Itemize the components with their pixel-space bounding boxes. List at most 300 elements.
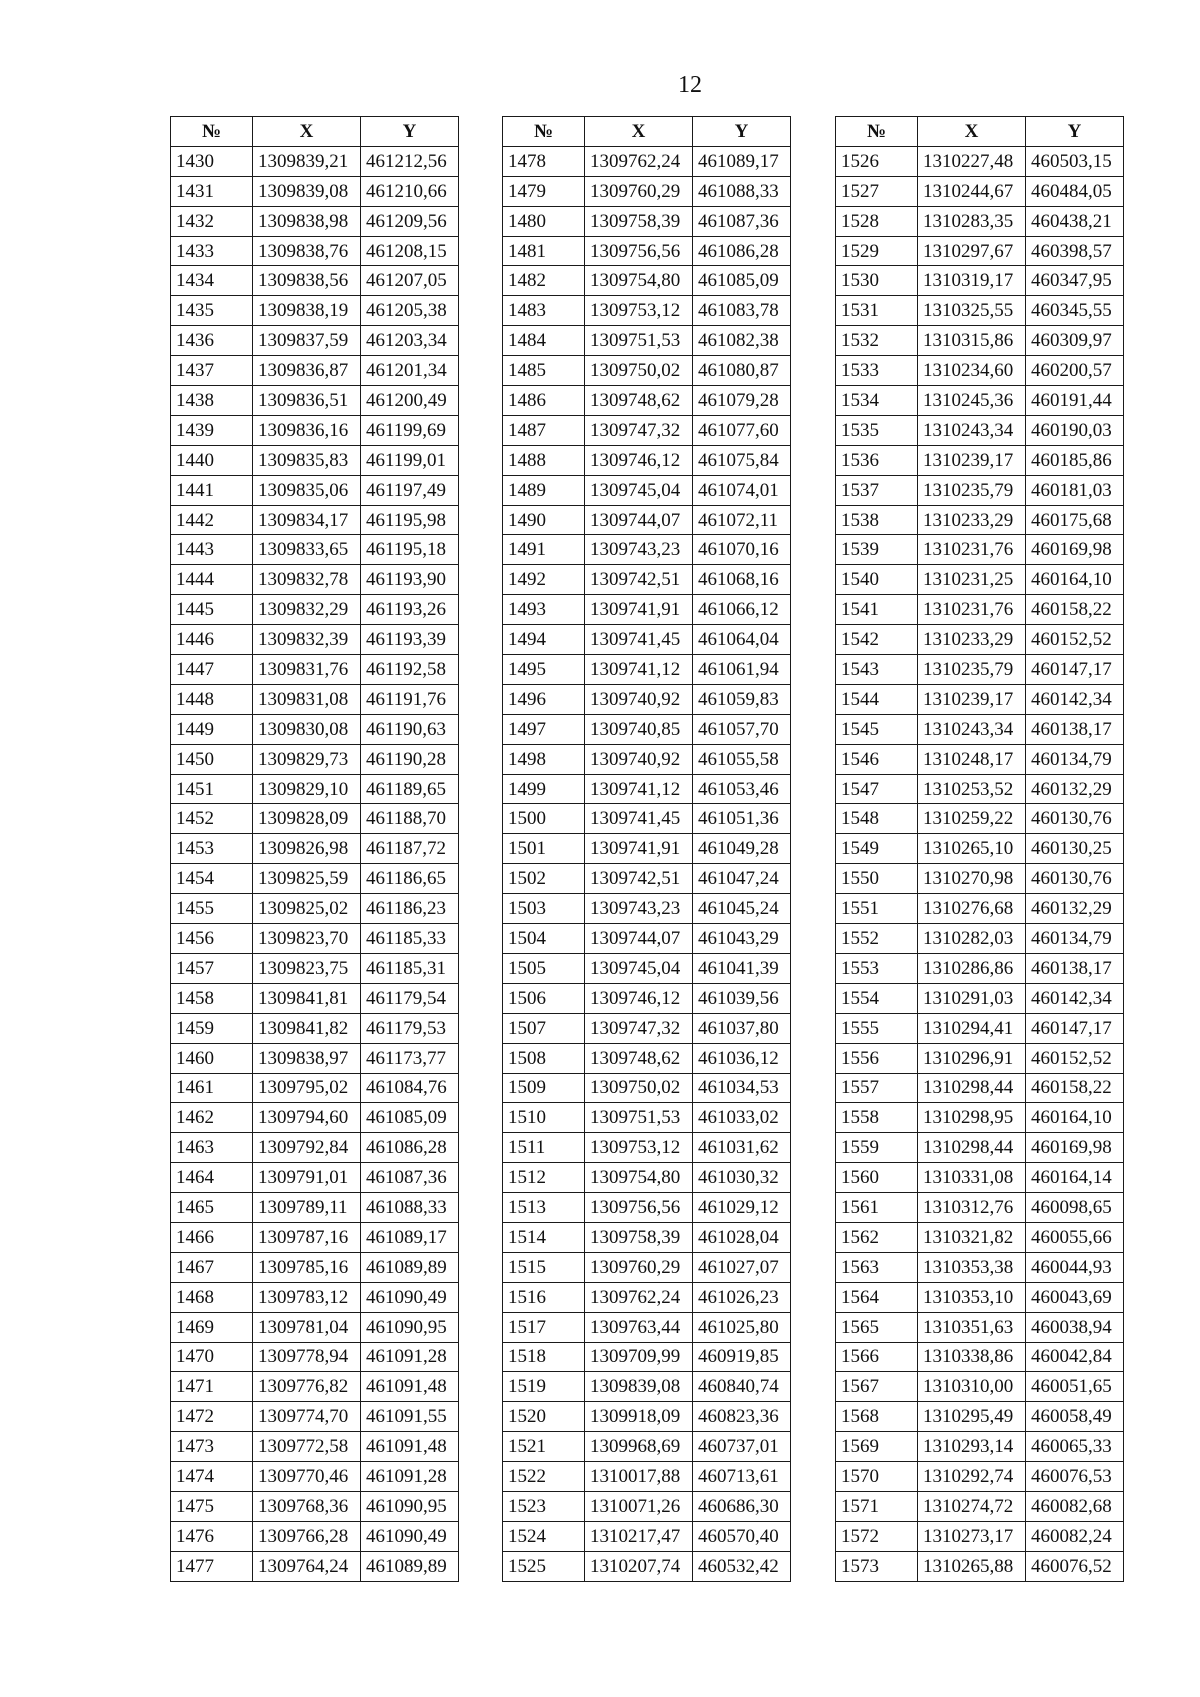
x-coordinate-cell: 1309748,62 xyxy=(585,1043,693,1073)
y-coordinate-cell: 461192,58 xyxy=(361,655,459,685)
table-row xyxy=(503,983,791,1013)
x-coordinate-cell: 1310248,17 xyxy=(918,744,1026,774)
point-number-cell: 1485 xyxy=(503,356,585,386)
column-header-number: № xyxy=(836,117,918,147)
x-coordinate-cell: 1310265,88 xyxy=(918,1551,1026,1581)
y-coordinate-cell: 460147,17 xyxy=(1026,1013,1124,1043)
x-coordinate-cell: 1309823,75 xyxy=(253,953,361,983)
y-coordinate-cell: 460164,10 xyxy=(1026,1103,1124,1133)
table-row xyxy=(836,864,1124,894)
x-coordinate-cell: 1310259,22 xyxy=(918,804,1026,834)
point-number-cell: 1500 xyxy=(503,804,585,834)
x-coordinate-cell: 1309741,91 xyxy=(585,595,693,625)
y-coordinate-cell: 461041,39 xyxy=(693,953,791,983)
point-number-cell: 1518 xyxy=(503,1342,585,1372)
table-row xyxy=(171,1222,459,1252)
y-coordinate-cell: 460169,98 xyxy=(1026,1133,1124,1163)
table-row xyxy=(836,804,1124,834)
point-number-cell: 1430 xyxy=(171,146,253,176)
table-row xyxy=(836,1491,1124,1521)
table-row xyxy=(836,445,1124,475)
y-coordinate-cell: 461089,17 xyxy=(693,146,791,176)
x-coordinate-cell: 1310231,25 xyxy=(918,565,1026,595)
point-number-cell: 1477 xyxy=(171,1551,253,1581)
point-number-cell: 1543 xyxy=(836,655,918,685)
table-row xyxy=(171,1252,459,1282)
point-number-cell: 1508 xyxy=(503,1043,585,1073)
point-number-cell: 1442 xyxy=(171,505,253,535)
table-row xyxy=(503,1521,791,1551)
table-row xyxy=(171,565,459,595)
table-row xyxy=(171,1432,459,1462)
y-coordinate-cell: 460190,03 xyxy=(1026,415,1124,445)
x-coordinate-cell: 1309968,69 xyxy=(585,1432,693,1462)
point-number-cell: 1549 xyxy=(836,834,918,864)
column-header-x: X xyxy=(253,117,361,147)
y-coordinate-cell: 461087,36 xyxy=(361,1163,459,1193)
table-row xyxy=(836,655,1124,685)
x-coordinate-cell: 1310310,00 xyxy=(918,1372,1026,1402)
y-coordinate-cell: 460082,68 xyxy=(1026,1491,1124,1521)
point-number-cell: 1445 xyxy=(171,595,253,625)
y-coordinate-cell: 461055,58 xyxy=(693,744,791,774)
point-number-cell: 1510 xyxy=(503,1103,585,1133)
table-row xyxy=(171,1133,459,1163)
x-coordinate-cell: 1309756,56 xyxy=(585,1193,693,1223)
point-number-cell: 1449 xyxy=(171,714,253,744)
x-coordinate-cell: 1309830,08 xyxy=(253,714,361,744)
point-number-cell: 1563 xyxy=(836,1252,918,1282)
x-coordinate-cell: 1310295,49 xyxy=(918,1402,1026,1432)
point-number-cell: 1488 xyxy=(503,445,585,475)
x-coordinate-cell: 1309839,21 xyxy=(253,146,361,176)
x-coordinate-cell: 1309760,29 xyxy=(585,1252,693,1282)
table-row xyxy=(503,1342,791,1372)
y-coordinate-cell: 460181,03 xyxy=(1026,475,1124,505)
table-row xyxy=(503,1491,791,1521)
x-coordinate-cell: 1310273,17 xyxy=(918,1521,1026,1551)
x-coordinate-cell: 1309833,65 xyxy=(253,535,361,565)
y-coordinate-cell: 461195,98 xyxy=(361,505,459,535)
table-row xyxy=(836,983,1124,1013)
y-coordinate-cell: 460503,15 xyxy=(1026,146,1124,176)
y-coordinate-cell: 460398,57 xyxy=(1026,236,1124,266)
point-number-cell: 1491 xyxy=(503,535,585,565)
table-row xyxy=(503,326,791,356)
point-number-cell: 1457 xyxy=(171,953,253,983)
y-coordinate-cell: 461053,46 xyxy=(693,774,791,804)
point-number-cell: 1525 xyxy=(503,1551,585,1581)
x-coordinate-cell: 1309839,08 xyxy=(585,1372,693,1402)
table-row xyxy=(171,953,459,983)
point-number-cell: 1568 xyxy=(836,1402,918,1432)
point-number-cell: 1492 xyxy=(503,565,585,595)
x-coordinate-cell: 1310239,17 xyxy=(918,445,1026,475)
y-coordinate-cell: 460051,65 xyxy=(1026,1372,1124,1402)
point-number-cell: 1530 xyxy=(836,266,918,296)
y-coordinate-cell: 460038,94 xyxy=(1026,1312,1124,1342)
y-coordinate-cell: 461091,55 xyxy=(361,1402,459,1432)
point-number-cell: 1506 xyxy=(503,983,585,1013)
y-coordinate-cell: 461025,80 xyxy=(693,1312,791,1342)
table-row xyxy=(503,1252,791,1282)
table-row xyxy=(503,565,791,595)
table-row xyxy=(836,1342,1124,1372)
point-number-cell: 1486 xyxy=(503,386,585,416)
table-row xyxy=(836,1103,1124,1133)
x-coordinate-cell: 1310351,63 xyxy=(918,1312,1026,1342)
point-number-cell: 1455 xyxy=(171,894,253,924)
table-row xyxy=(503,415,791,445)
y-coordinate-cell: 460823,36 xyxy=(693,1402,791,1432)
table-row xyxy=(836,1013,1124,1043)
y-coordinate-cell: 460134,79 xyxy=(1026,924,1124,954)
x-coordinate-cell: 1310331,08 xyxy=(918,1163,1026,1193)
x-coordinate-cell: 1309838,97 xyxy=(253,1043,361,1073)
table-row xyxy=(503,146,791,176)
table-row xyxy=(503,266,791,296)
column-header-y: Y xyxy=(361,117,459,147)
y-coordinate-cell: 460309,97 xyxy=(1026,326,1124,356)
point-number-cell: 1448 xyxy=(171,684,253,714)
point-number-cell: 1555 xyxy=(836,1013,918,1043)
x-coordinate-cell: 1309750,02 xyxy=(585,356,693,386)
y-coordinate-cell: 461068,16 xyxy=(693,565,791,595)
x-coordinate-cell: 1309783,12 xyxy=(253,1282,361,1312)
point-number-cell: 1513 xyxy=(503,1193,585,1223)
y-coordinate-cell: 460152,52 xyxy=(1026,625,1124,655)
table-row xyxy=(503,655,791,685)
y-coordinate-cell: 460058,49 xyxy=(1026,1402,1124,1432)
table-row xyxy=(836,1222,1124,1252)
point-number-cell: 1542 xyxy=(836,625,918,655)
x-coordinate-cell: 1310235,79 xyxy=(918,655,1026,685)
point-number-cell: 1517 xyxy=(503,1312,585,1342)
table-row xyxy=(836,1163,1124,1193)
table-row xyxy=(171,445,459,475)
x-coordinate-cell: 1309837,59 xyxy=(253,326,361,356)
y-coordinate-cell: 461087,36 xyxy=(693,206,791,236)
x-coordinate-cell: 1309744,07 xyxy=(585,924,693,954)
point-number-cell: 1436 xyxy=(171,326,253,356)
table-row xyxy=(171,834,459,864)
table-row xyxy=(503,953,791,983)
x-coordinate-cell: 1310235,79 xyxy=(918,475,1026,505)
y-coordinate-cell: 460076,52 xyxy=(1026,1551,1124,1581)
x-coordinate-cell: 1310312,76 xyxy=(918,1193,1026,1223)
point-number-cell: 1573 xyxy=(836,1551,918,1581)
point-number-cell: 1550 xyxy=(836,864,918,894)
point-number-cell: 1493 xyxy=(503,595,585,625)
x-coordinate-cell: 1309831,08 xyxy=(253,684,361,714)
x-coordinate-cell: 1309838,76 xyxy=(253,236,361,266)
x-coordinate-cell: 1309789,11 xyxy=(253,1193,361,1223)
y-coordinate-cell: 461188,70 xyxy=(361,804,459,834)
x-coordinate-cell: 1310233,29 xyxy=(918,625,1026,655)
table-row xyxy=(171,505,459,535)
point-number-cell: 1570 xyxy=(836,1462,918,1492)
y-coordinate-cell: 460130,76 xyxy=(1026,804,1124,834)
y-coordinate-cell: 460152,52 xyxy=(1026,1043,1124,1073)
point-number-cell: 1521 xyxy=(503,1432,585,1462)
y-coordinate-cell: 461186,65 xyxy=(361,864,459,894)
x-coordinate-cell: 1309750,02 xyxy=(585,1073,693,1103)
x-coordinate-cell: 1309754,80 xyxy=(585,1163,693,1193)
table-row xyxy=(836,146,1124,176)
x-coordinate-cell: 1309835,83 xyxy=(253,445,361,475)
table-row xyxy=(503,236,791,266)
table-row xyxy=(503,1402,791,1432)
point-number-cell: 1539 xyxy=(836,535,918,565)
table-header-row xyxy=(836,117,1124,147)
point-number-cell: 1474 xyxy=(171,1462,253,1492)
table-row xyxy=(503,1312,791,1342)
y-coordinate-cell: 461209,56 xyxy=(361,206,459,236)
y-coordinate-cell: 461043,29 xyxy=(693,924,791,954)
point-number-cell: 1460 xyxy=(171,1043,253,1073)
table-row xyxy=(171,356,459,386)
x-coordinate-cell: 1310296,91 xyxy=(918,1043,1026,1073)
x-coordinate-cell: 1309760,29 xyxy=(585,176,693,206)
x-coordinate-cell: 1310353,38 xyxy=(918,1252,1026,1282)
table-row xyxy=(503,1222,791,1252)
y-coordinate-cell: 460345,55 xyxy=(1026,296,1124,326)
point-number-cell: 1467 xyxy=(171,1252,253,1282)
point-number-cell: 1564 xyxy=(836,1282,918,1312)
table-row xyxy=(503,445,791,475)
x-coordinate-cell: 1310338,86 xyxy=(918,1342,1026,1372)
y-coordinate-cell: 461190,63 xyxy=(361,714,459,744)
point-number-cell: 1524 xyxy=(503,1521,585,1551)
point-number-cell: 1490 xyxy=(503,505,585,535)
y-coordinate-cell: 460147,17 xyxy=(1026,655,1124,685)
y-coordinate-cell: 461199,01 xyxy=(361,445,459,475)
y-coordinate-cell: 461189,65 xyxy=(361,774,459,804)
y-coordinate-cell: 460138,17 xyxy=(1026,953,1124,983)
coordinates-table-2 xyxy=(502,116,791,1582)
point-number-cell: 1523 xyxy=(503,1491,585,1521)
y-coordinate-cell: 460098,65 xyxy=(1026,1193,1124,1223)
table-row xyxy=(836,1252,1124,1282)
point-number-cell: 1507 xyxy=(503,1013,585,1043)
table-row xyxy=(503,1282,791,1312)
table-row xyxy=(836,236,1124,266)
table-row xyxy=(836,176,1124,206)
y-coordinate-cell: 461179,53 xyxy=(361,1013,459,1043)
table-row xyxy=(836,206,1124,236)
point-number-cell: 1559 xyxy=(836,1133,918,1163)
table-row xyxy=(171,1342,459,1372)
column-header-y: Y xyxy=(1026,117,1124,147)
table-row xyxy=(503,774,791,804)
point-number-cell: 1470 xyxy=(171,1342,253,1372)
point-number-cell: 1572 xyxy=(836,1521,918,1551)
x-coordinate-cell: 1310239,17 xyxy=(918,684,1026,714)
x-coordinate-cell: 1309918,09 xyxy=(585,1402,693,1432)
table-row xyxy=(171,983,459,1013)
y-coordinate-cell: 461074,01 xyxy=(693,475,791,505)
point-number-cell: 1498 xyxy=(503,744,585,774)
table-row xyxy=(503,834,791,864)
x-coordinate-cell: 1309741,45 xyxy=(585,625,693,655)
table-row xyxy=(171,1103,459,1133)
point-number-cell: 1435 xyxy=(171,296,253,326)
coordinates-table-1 xyxy=(170,116,459,1582)
point-number-cell: 1504 xyxy=(503,924,585,954)
table-row xyxy=(503,356,791,386)
x-coordinate-cell: 1309832,78 xyxy=(253,565,361,595)
point-number-cell: 1535 xyxy=(836,415,918,445)
y-coordinate-cell: 461084,76 xyxy=(361,1073,459,1103)
x-coordinate-cell: 1309826,98 xyxy=(253,834,361,864)
x-coordinate-cell: 1310315,86 xyxy=(918,326,1026,356)
x-coordinate-cell: 1309709,99 xyxy=(585,1342,693,1372)
y-coordinate-cell: 461091,48 xyxy=(361,1372,459,1402)
point-number-cell: 1571 xyxy=(836,1491,918,1521)
table-row xyxy=(836,1043,1124,1073)
y-coordinate-cell: 461027,07 xyxy=(693,1252,791,1282)
x-coordinate-cell: 1310231,76 xyxy=(918,595,1026,625)
point-number-cell: 1514 xyxy=(503,1222,585,1252)
x-coordinate-cell: 1309746,12 xyxy=(585,983,693,1013)
x-coordinate-cell: 1309778,94 xyxy=(253,1342,361,1372)
table-row xyxy=(503,924,791,954)
point-number-cell: 1452 xyxy=(171,804,253,834)
y-coordinate-cell: 461028,04 xyxy=(693,1222,791,1252)
y-coordinate-cell: 461091,28 xyxy=(361,1462,459,1492)
y-coordinate-cell: 461091,28 xyxy=(361,1342,459,1372)
table-header-row xyxy=(503,117,791,147)
point-number-cell: 1562 xyxy=(836,1222,918,1252)
y-coordinate-cell: 460065,33 xyxy=(1026,1432,1124,1462)
table-row xyxy=(503,1163,791,1193)
y-coordinate-cell: 461195,18 xyxy=(361,535,459,565)
table-row xyxy=(171,684,459,714)
table-row xyxy=(171,1402,459,1432)
table-row xyxy=(503,206,791,236)
point-number-cell: 1450 xyxy=(171,744,253,774)
y-coordinate-cell: 460043,69 xyxy=(1026,1282,1124,1312)
point-number-cell: 1466 xyxy=(171,1222,253,1252)
x-coordinate-cell: 1309785,16 xyxy=(253,1252,361,1282)
table-row xyxy=(503,475,791,505)
y-coordinate-cell: 461193,39 xyxy=(361,625,459,655)
table-row xyxy=(503,296,791,326)
point-number-cell: 1439 xyxy=(171,415,253,445)
table-row xyxy=(171,535,459,565)
table-row xyxy=(171,1462,459,1492)
y-coordinate-cell: 460142,34 xyxy=(1026,684,1124,714)
point-number-cell: 1548 xyxy=(836,804,918,834)
table-row xyxy=(171,864,459,894)
point-number-cell: 1454 xyxy=(171,864,253,894)
y-coordinate-cell: 460130,76 xyxy=(1026,864,1124,894)
x-coordinate-cell: 1309838,56 xyxy=(253,266,361,296)
table-row xyxy=(836,684,1124,714)
table-row xyxy=(836,326,1124,356)
point-number-cell: 1440 xyxy=(171,445,253,475)
table-row xyxy=(171,236,459,266)
y-coordinate-cell: 461089,89 xyxy=(361,1252,459,1282)
x-coordinate-cell: 1309746,12 xyxy=(585,445,693,475)
y-coordinate-cell: 460042,84 xyxy=(1026,1342,1124,1372)
point-number-cell: 1529 xyxy=(836,236,918,266)
x-coordinate-cell: 1310293,14 xyxy=(918,1432,1026,1462)
table-row xyxy=(503,386,791,416)
y-coordinate-cell: 460076,53 xyxy=(1026,1462,1124,1492)
x-coordinate-cell: 1310265,10 xyxy=(918,834,1026,864)
y-coordinate-cell: 460169,98 xyxy=(1026,535,1124,565)
point-number-cell: 1527 xyxy=(836,176,918,206)
y-coordinate-cell: 461086,28 xyxy=(361,1133,459,1163)
point-number-cell: 1475 xyxy=(171,1491,253,1521)
point-number-cell: 1497 xyxy=(503,714,585,744)
y-coordinate-cell: 461193,90 xyxy=(361,565,459,595)
point-number-cell: 1569 xyxy=(836,1432,918,1462)
column-header-x: X xyxy=(918,117,1026,147)
point-number-cell: 1479 xyxy=(503,176,585,206)
table-row xyxy=(171,1372,459,1402)
table-row xyxy=(171,475,459,505)
point-number-cell: 1538 xyxy=(836,505,918,535)
y-coordinate-cell: 461037,80 xyxy=(693,1013,791,1043)
y-coordinate-cell: 461066,12 xyxy=(693,595,791,625)
table-row xyxy=(836,924,1124,954)
point-number-cell: 1483 xyxy=(503,296,585,326)
point-number-cell: 1561 xyxy=(836,1193,918,1223)
x-coordinate-cell: 1309740,92 xyxy=(585,744,693,774)
y-coordinate-cell: 461186,23 xyxy=(361,894,459,924)
x-coordinate-cell: 1309758,39 xyxy=(585,1222,693,1252)
table-row xyxy=(836,1551,1124,1581)
table-row xyxy=(836,475,1124,505)
table-row xyxy=(171,655,459,685)
y-coordinate-cell: 460164,14 xyxy=(1026,1163,1124,1193)
x-coordinate-cell: 1309743,23 xyxy=(585,894,693,924)
x-coordinate-cell: 1309792,84 xyxy=(253,1133,361,1163)
column-header-number: № xyxy=(171,117,253,147)
y-coordinate-cell: 461205,38 xyxy=(361,296,459,326)
table-row xyxy=(503,1551,791,1581)
x-coordinate-cell: 1309747,32 xyxy=(585,1013,693,1043)
y-coordinate-cell: 461201,34 xyxy=(361,356,459,386)
y-coordinate-cell: 461033,02 xyxy=(693,1103,791,1133)
table-row xyxy=(171,266,459,296)
point-number-cell: 1557 xyxy=(836,1073,918,1103)
y-coordinate-cell: 460438,21 xyxy=(1026,206,1124,236)
point-number-cell: 1512 xyxy=(503,1163,585,1193)
table-row xyxy=(836,266,1124,296)
table-row xyxy=(171,804,459,834)
table-row xyxy=(836,834,1124,864)
point-number-cell: 1468 xyxy=(171,1282,253,1312)
x-coordinate-cell: 1309768,36 xyxy=(253,1491,361,1521)
y-coordinate-cell: 461090,49 xyxy=(361,1282,459,1312)
table-row xyxy=(836,1073,1124,1103)
table-row xyxy=(503,176,791,206)
point-number-cell: 1553 xyxy=(836,953,918,983)
table-row xyxy=(836,1432,1124,1462)
y-coordinate-cell: 461193,26 xyxy=(361,595,459,625)
y-coordinate-cell: 460713,61 xyxy=(693,1462,791,1492)
y-coordinate-cell: 460175,68 xyxy=(1026,505,1124,535)
point-number-cell: 1481 xyxy=(503,236,585,266)
table-row xyxy=(171,625,459,655)
y-coordinate-cell: 461208,15 xyxy=(361,236,459,266)
x-coordinate-cell: 1309831,76 xyxy=(253,655,361,685)
x-coordinate-cell: 1310231,76 xyxy=(918,535,1026,565)
y-coordinate-cell: 461088,33 xyxy=(361,1193,459,1223)
